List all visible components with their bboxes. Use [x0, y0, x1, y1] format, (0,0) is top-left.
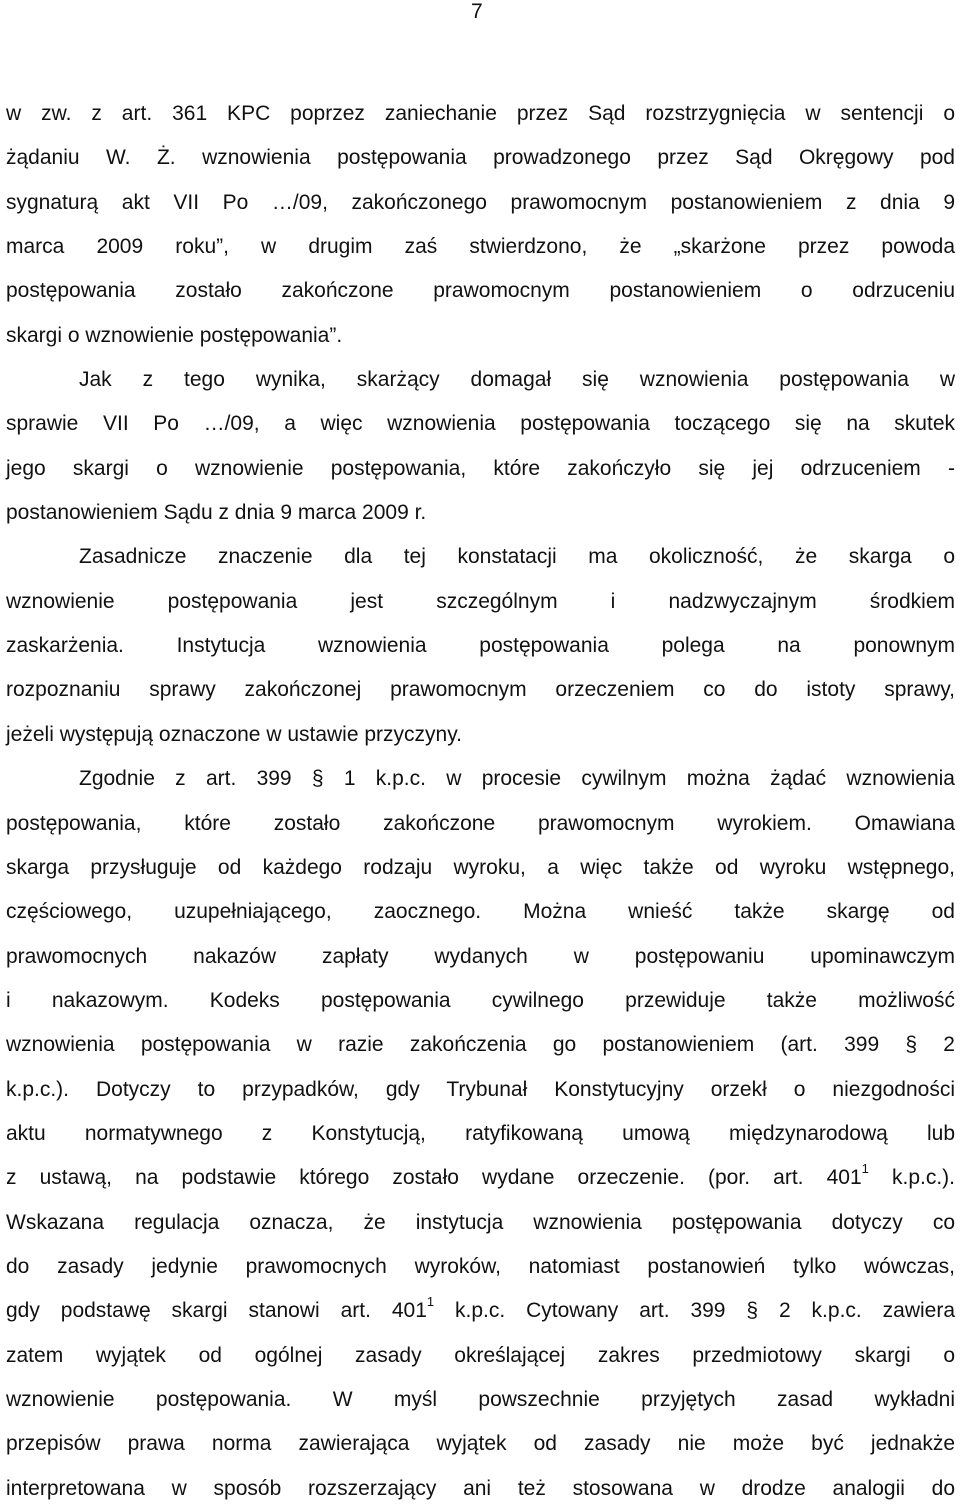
- text-line: [6, 225, 955, 269]
- text-line-content: wznowienia postępowania w razie zakończenia go postanowieniem (art. 399 § 2: [6, 1033, 955, 1057]
- text-line: [6, 535, 955, 579]
- text-line: [6, 402, 955, 446]
- text-line: [6, 314, 955, 358]
- text-line: [6, 624, 955, 668]
- body-text: [6, 92, 955, 1511]
- text-line-content: postępowania zostało zakończone prawomocnym postanowieniem o odrzuceniu: [6, 279, 955, 303]
- text-line: [6, 890, 955, 934]
- text-line-content: sygnaturą akt VII Po …/09, zakończonego prawomocnym postanowieniem z dnia 9: [6, 190, 955, 214]
- text-line-content: skarga przysługuje od każdego rodzaju wyroku, a więc także od wyroku wstępnego,: [6, 855, 955, 879]
- text-line: [6, 1201, 955, 1245]
- text-line: [6, 447, 955, 491]
- text-line-content: jego skargi o wznowienie postępowania, które zakończyło się jej odrzuceniem -: [6, 456, 955, 480]
- text-line: [6, 1378, 955, 1422]
- text-line: [6, 1334, 955, 1378]
- text-line-content: jeżeli występują oznaczone w ustawie przyczyny.: [6, 722, 462, 746]
- text-line-content: i nakazowym. Kodeks postępowania cywilnego przewiduje także możliwość: [6, 988, 955, 1012]
- text-line-content: przepisów prawa norma zawierająca wyjątek od zasady nie może być jednakże: [6, 1432, 955, 1456]
- text-line-content: marca 2009 roku”, w drugim zaś stwierdzono, że „skarżone przez powoda: [6, 235, 955, 259]
- text-line: [6, 1156, 955, 1200]
- text-line: [6, 713, 955, 757]
- text-line-content: w zw. z art. 361 KPC poprzez zaniechanie przez Sąd rozstrzygnięcia w sentencji o: [6, 102, 955, 125]
- text-line-content: interpretowana w sposób rozszerzający ani też stosowana w drodze analogii do: [6, 1476, 955, 1500]
- superscript: 1: [426, 1294, 435, 1310]
- text-line-content: sprawie VII Po …/09, a więc wznowienia postępowania toczącego się na skutek: [6, 412, 955, 436]
- text-line: [6, 136, 955, 180]
- text-line-content: aktu normatywnego z Konstytucją, ratyfikowaną umową międzynarodową lub: [6, 1121, 955, 1145]
- text-line-content: zatem wyjątek od ogólnej zasady określającej zakres przedmiotowy skargi o: [6, 1343, 955, 1367]
- text-line: [6, 935, 955, 979]
- text-line: [6, 1289, 955, 1333]
- text-line-content: Zgodnie z art. 399 § 1 k.p.c. w procesie cywilnym można żądać wznowienia: [79, 767, 955, 791]
- text-line-content: skargi o wznowienie postępowania”.: [6, 323, 343, 347]
- text-line-content: prawomocnych nakazów zapłaty wydanych w postępowaniu upominawczym: [6, 944, 955, 968]
- text-line: [6, 92, 955, 136]
- page-number: 7: [471, 0, 483, 23]
- text-line-tail: k.p.c.).: [868, 1166, 955, 1190]
- text-line: [6, 1467, 955, 1511]
- text-line-content: z ustawą, na podstawie którego zostało wydane orzeczenie. (por. art. 401: [6, 1166, 862, 1190]
- text-line-content: zaskarżenia. Instytucja wznowienia postępowania polega na ponownym: [6, 634, 955, 658]
- text-line: [6, 1112, 955, 1156]
- text-line-content: Jak z tego wynika, skarżący domagał się wznowienia postępowania w: [79, 368, 955, 392]
- text-line-content: k.p.c.). Dotyczy to przypadków, gdy Trybunał Konstytucyjny orzekł o niezgodności: [6, 1077, 955, 1101]
- text-line: [6, 491, 955, 535]
- text-line: [6, 846, 955, 890]
- text-line: [6, 757, 955, 801]
- text-line: [6, 580, 955, 624]
- text-line: [6, 1023, 955, 1067]
- text-line-content: wznowienie postępowania jest szczególnym i nadzwyczajnym środkiem: [6, 589, 955, 613]
- text-line-content: do zasady jedynie prawomocnych wyroków, natomiast postanowień tylko wówczas,: [6, 1254, 955, 1278]
- text-line: [6, 358, 955, 402]
- text-line: [6, 979, 955, 1023]
- text-line-content: postanowieniem Sądu z dnia 9 marca 2009 r.: [6, 501, 427, 525]
- superscript: 1: [861, 1161, 869, 1177]
- text-line: [6, 1068, 955, 1112]
- text-line-content: gdy podstawę skargi stanowi art. 401: [6, 1299, 427, 1323]
- text-line-content: Zasadnicze znaczenie dla tej konstatacji ma okoliczność, że skarga o: [79, 545, 955, 569]
- text-line-content: postępowania, które zostało zakończone prawomocnym wyrokiem. Omawiana: [6, 811, 955, 835]
- text-line: [6, 181, 955, 225]
- text-line-content: Wskazana regulacja oznacza, że instytucja wznowienia postępowania dotyczy co: [6, 1210, 955, 1234]
- text-line: [6, 1422, 955, 1466]
- text-line-content: wznowienie postępowania. W myśl powszechnie przyjętych zasad wykładni: [6, 1387, 955, 1411]
- text-line: [6, 668, 955, 712]
- text-line: [6, 269, 955, 313]
- text-line-tail: k.p.c. Cytowany art. 399 § 2 k.p.c. zawiera: [434, 1299, 956, 1323]
- text-line: [6, 1245, 955, 1289]
- text-line: [6, 802, 955, 846]
- text-line-content: żądaniu W. Ż. wznowienia postępowania prowadzonego przez Sąd Okręgowy pod: [6, 146, 955, 170]
- text-line-content: rozpoznaniu sprawy zakończonej prawomocnym orzeczeniem co do istoty sprawy,: [6, 678, 955, 702]
- text-line-content: częściowego, uzupełniającego, zaocznego. Można wnieść także skargę od: [6, 900, 955, 924]
